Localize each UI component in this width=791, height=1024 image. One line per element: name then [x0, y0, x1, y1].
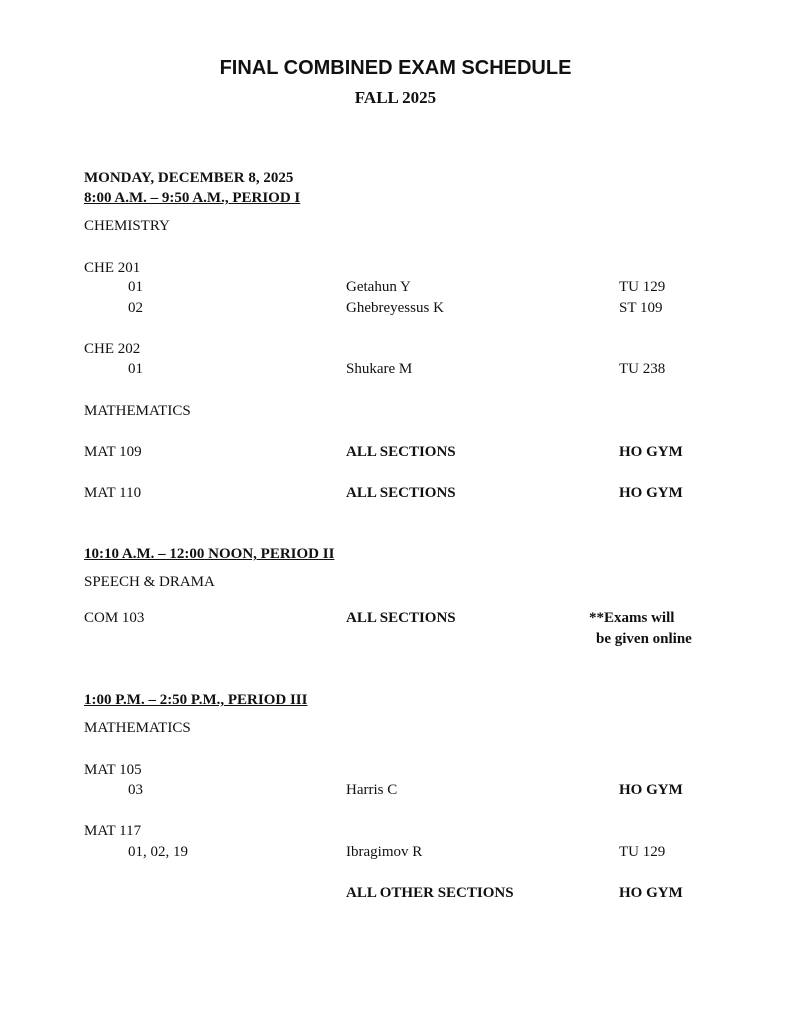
period-1-heading: 8:00 A.M. – 9:50 A.M., PERIOD I [84, 190, 301, 206]
section-number: 01, 02, 19 [128, 844, 188, 860]
instructor-name: ALL SECTIONS [346, 610, 456, 626]
section-number: 03 [128, 782, 143, 798]
day-heading: MONDAY, DECEMBER 8, 2025 [84, 170, 294, 186]
room-label: TU 129 [619, 279, 666, 295]
period-2-heading: 10:10 A.M. – 12:00 NOON, PERIOD II [84, 546, 335, 562]
instructor-name: ALL OTHER SECTIONS [346, 885, 514, 901]
instructor-name: ALL SECTIONS [346, 444, 456, 460]
room-label: HO GYM [619, 885, 683, 901]
period-3-heading: 1:00 P.M. – 2:50 P.M., PERIOD III [84, 692, 308, 708]
room-label: TU 238 [619, 361, 666, 377]
course-mat109: MAT 109 [84, 444, 142, 460]
instructor-name: Ghebreyessus K [346, 300, 444, 316]
room-label: HO GYM [619, 782, 683, 798]
section-number: 01 [128, 361, 143, 377]
instructor-name: Ibragimov R [346, 844, 423, 860]
instructor-name: Shukare M [346, 361, 413, 377]
section-number: 02 [128, 300, 143, 316]
instructor-name: Getahun Y [346, 279, 411, 295]
document-title: FINAL COMBINED EXAM SCHEDULE [219, 57, 572, 79]
course-com103: COM 103 [84, 610, 145, 626]
course-mat110: MAT 110 [84, 485, 142, 501]
online-note: **Exams will [589, 610, 675, 626]
room-label: TU 129 [619, 844, 666, 860]
dept-chemistry: CHEMISTRY [84, 218, 170, 234]
online-note: be given online [596, 631, 692, 647]
instructor-name: Harris C [346, 782, 398, 798]
instructor-name: ALL SECTIONS [346, 485, 456, 501]
room-label: HO GYM [619, 485, 683, 501]
course-che201: CHE 201 [84, 260, 141, 276]
room-label: ST 109 [619, 300, 663, 316]
dept-mathematics: MATHEMATICS [84, 720, 191, 736]
course-mat105: MAT 105 [84, 762, 142, 778]
course-mat117: MAT 117 [84, 823, 142, 839]
room-label: HO GYM [619, 444, 683, 460]
section-number: 01 [128, 279, 143, 295]
dept-speech-drama: SPEECH & DRAMA [84, 574, 215, 590]
term-label: FALL 2025 [354, 88, 437, 107]
course-che202: CHE 202 [84, 341, 141, 357]
dept-mathematics: MATHEMATICS [84, 403, 191, 419]
